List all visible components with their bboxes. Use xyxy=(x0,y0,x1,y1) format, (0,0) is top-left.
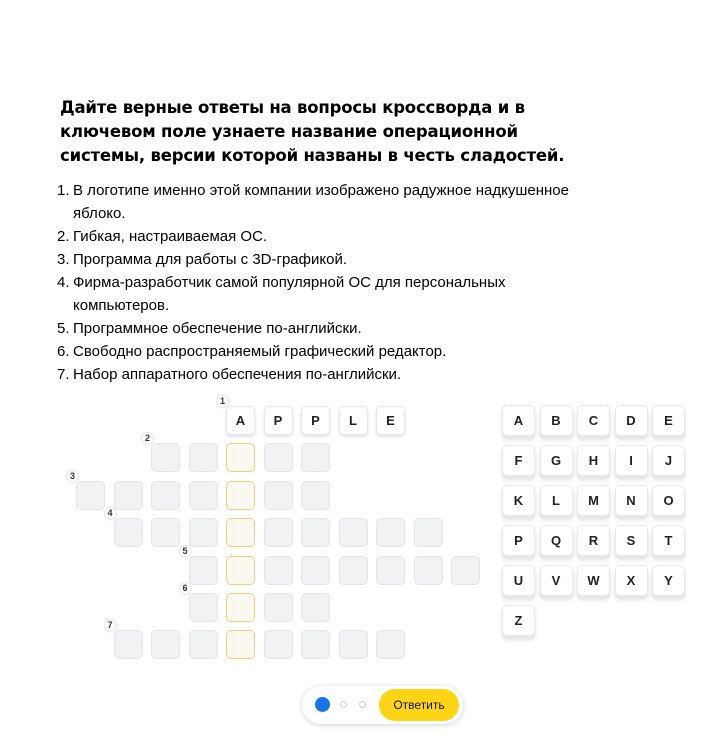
crossword-cell[interactable] xyxy=(264,443,293,472)
crossword-cell[interactable] xyxy=(114,518,143,547)
question-number: 7. xyxy=(57,366,70,383)
crossword-cell[interactable] xyxy=(189,593,218,622)
letter-key[interactable]: P xyxy=(502,525,535,556)
key-cell[interactable] xyxy=(226,630,255,659)
letter-key[interactable]: I xyxy=(615,445,648,476)
question-text: Набор аппаратного обеспечения по-английски. xyxy=(73,366,402,383)
crossword-cell[interactable]: P xyxy=(301,406,330,435)
crossword-cell[interactable] xyxy=(189,630,218,659)
key-cell[interactable] xyxy=(226,481,255,510)
crossword-cell[interactable] xyxy=(339,518,368,547)
letter-key[interactable]: Q xyxy=(540,525,573,556)
crossword-cell[interactable] xyxy=(189,556,218,585)
row-number-label: 1 xyxy=(217,396,228,407)
crossword-cell[interactable] xyxy=(151,443,180,472)
letter-key[interactable]: J xyxy=(652,445,685,476)
letter-key[interactable]: G xyxy=(540,445,573,476)
key-cell[interactable] xyxy=(226,593,255,622)
crossword-cell[interactable] xyxy=(264,593,293,622)
crossword-cell[interactable] xyxy=(189,518,218,547)
crossword-cell[interactable] xyxy=(301,481,330,510)
letter-key[interactable]: W xyxy=(577,565,610,596)
crossword-cell[interactable] xyxy=(414,518,443,547)
crossword-cell[interactable] xyxy=(189,481,218,510)
crossword-cell[interactable] xyxy=(151,481,180,510)
letter-key[interactable]: F xyxy=(502,445,535,476)
key-cell[interactable]: A xyxy=(226,406,255,435)
key-cell[interactable] xyxy=(226,443,255,472)
question-text: Программа для работы с 3D-графикой. xyxy=(73,251,347,268)
crossword-cell[interactable] xyxy=(264,518,293,547)
question-text: Фирма-разработчик самой популярной ОС для персональных компьютеров. xyxy=(73,274,506,314)
row-number-label: 7 xyxy=(105,620,116,631)
letter-key[interactable]: U xyxy=(502,565,535,596)
crossword-cell[interactable] xyxy=(151,518,180,547)
crossword-cell[interactable]: E xyxy=(376,406,405,435)
question-number: 4. xyxy=(57,274,70,291)
crossword-cell[interactable] xyxy=(264,630,293,659)
crossword-cell[interactable] xyxy=(301,556,330,585)
letter-key[interactable]: C xyxy=(577,405,610,436)
row-number-label: 6 xyxy=(180,583,191,594)
letter-key[interactable]: A xyxy=(502,405,535,436)
crossword-cell[interactable] xyxy=(301,518,330,547)
letter-key[interactable]: Y xyxy=(652,565,685,596)
question-number: 1. xyxy=(57,182,70,199)
question-item xyxy=(57,363,597,386)
crossword-cell[interactable] xyxy=(76,481,105,510)
question-text: Свободно распространяемый графический редактор. xyxy=(73,343,447,360)
letter-key[interactable]: X xyxy=(615,565,648,596)
letter-key[interactable]: O xyxy=(652,485,685,516)
crossword-cell[interactable] xyxy=(301,593,330,622)
crossword-cell[interactable] xyxy=(301,443,330,472)
question-item xyxy=(57,317,597,340)
crossword-cell[interactable]: P xyxy=(264,406,293,435)
row-number-label: 4 xyxy=(105,508,116,519)
crossword-cell[interactable] xyxy=(189,443,218,472)
letter-key[interactable]: N xyxy=(615,485,648,516)
letter-key[interactable]: R xyxy=(577,525,610,556)
question-text: Программное обеспечение по-английски. xyxy=(73,320,362,337)
question-item xyxy=(57,248,597,271)
letter-key[interactable]: V xyxy=(540,565,573,596)
crossword-cell[interactable] xyxy=(151,630,180,659)
letter-key[interactable]: L xyxy=(540,485,573,516)
row-number-label: 2 xyxy=(142,433,153,444)
letter-key[interactable]: K xyxy=(502,485,535,516)
crossword-cell[interactable] xyxy=(264,556,293,585)
question-item xyxy=(57,225,597,248)
question-text: В логотипе именно этой компании изображено радужное надкушенное яблоко. xyxy=(73,182,569,222)
crossword-cell[interactable] xyxy=(376,518,405,547)
question-item xyxy=(57,340,597,363)
question-item xyxy=(57,271,597,317)
key-cell[interactable] xyxy=(226,518,255,547)
question-number: 5. xyxy=(57,320,70,337)
letter-key[interactable]: S xyxy=(615,525,648,556)
crossword-cell[interactable] xyxy=(339,630,368,659)
question-number: 3. xyxy=(57,251,70,268)
letter-key[interactable]: D xyxy=(615,405,648,436)
crossword-cell[interactable] xyxy=(264,481,293,510)
page-dot[interactable] xyxy=(340,701,347,708)
letter-key[interactable]: Z xyxy=(502,605,535,636)
question-item xyxy=(57,179,597,225)
question-text: Гибкая, настраиваемая ОС. xyxy=(73,228,268,245)
crossword-cell[interactable] xyxy=(301,630,330,659)
crossword-cell[interactable] xyxy=(451,556,480,585)
letter-key[interactable]: B xyxy=(540,405,573,436)
crossword-cell[interactable] xyxy=(114,630,143,659)
row-number-label: 3 xyxy=(67,471,78,482)
crossword-cell[interactable]: L xyxy=(339,406,368,435)
crossword-cell[interactable] xyxy=(414,556,443,585)
questions-list xyxy=(57,179,597,386)
key-cell[interactable] xyxy=(226,556,255,585)
crossword-cell[interactable] xyxy=(376,630,405,659)
page-dot[interactable] xyxy=(359,701,366,708)
crossword-cell[interactable] xyxy=(114,481,143,510)
answer-button[interactable]: Ответить xyxy=(379,689,459,721)
crossword-cell[interactable] xyxy=(339,556,368,585)
letter-key[interactable]: H xyxy=(577,445,610,476)
crossword-cell[interactable] xyxy=(376,556,405,585)
question-number: 2. xyxy=(57,228,70,245)
letter-key[interactable]: T xyxy=(652,525,685,556)
letter-key[interactable]: M xyxy=(577,485,610,516)
page-dot-active[interactable] xyxy=(315,697,330,712)
bottom-bar xyxy=(302,686,463,724)
letter-key[interactable]: E xyxy=(652,405,685,436)
row-number-label: 5 xyxy=(180,546,191,557)
task-title: Дайте верные ответы на вопросы кроссворда и в ключевом поле узнаете название операционной системы, версии которой названы в честь сладостей. xyxy=(60,98,565,165)
question-number: 6. xyxy=(57,343,70,360)
